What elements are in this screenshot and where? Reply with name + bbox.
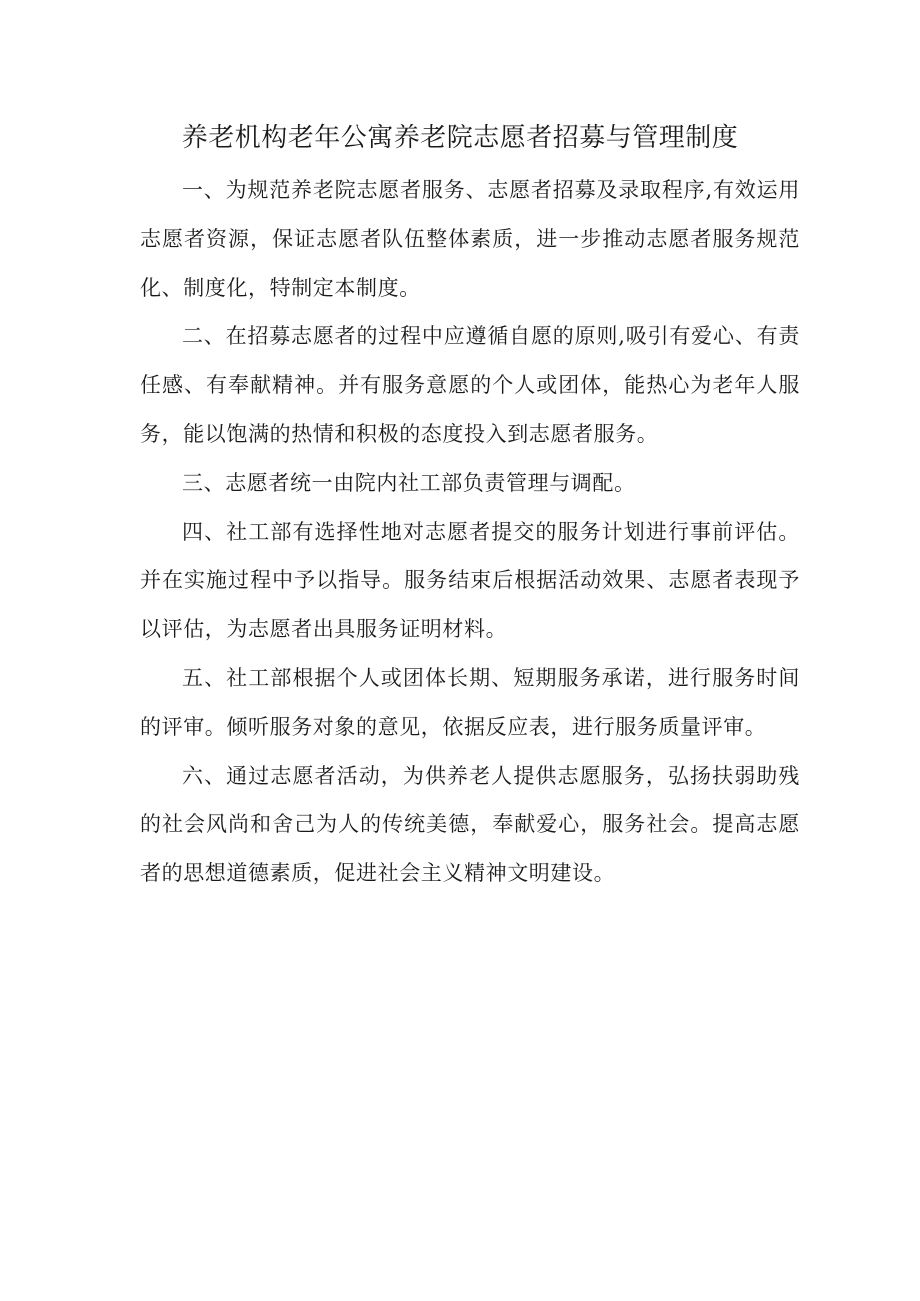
paragraph-5: 五、社工部根据个人或团体长期、短期服务承诺，进行服务时间的评审。倾听服务对象的意见，依据反应表，进行服务质量评审。 [140, 665, 800, 739]
paragraph-1: 一、为规范养老院志愿者服务、志愿者招募及录取程序,有效运用志愿者资源，保证志愿者队伍整体素质，进一步推动志愿者服务规范化、制度化，特制定本制度。 [140, 178, 800, 300]
paragraph-6: 六、通过志愿者活动，为供养老人提供志愿服务，弘扬扶弱助残的社会风尚和舍己为人的传统美德，奉献爱心，服务社会。提高志愿者的思想道德素质，促进社会主义精神文明建设。 [140, 763, 800, 886]
paragraph-4: 四、社工部有选择性地对志愿者提交的服务计划进行事前评估。并在实施过程中予以指导。服务结束后根据活动效果、志愿者表现予以评估，为志愿者出具服务证明材料。 [140, 519, 800, 642]
document-body [140, 166, 800, 898]
paragraph-3: 三、志愿者统一由院内社工部负责管理与调配。 [182, 470, 636, 495]
document-title: 养老机构老年公寓养老院志愿者招募与管理制度 [181, 123, 739, 153]
paragraph-2: 二、在招募志愿者的过程中应遵循自愿的原则,吸引有爱心、有责任感、有奉献精神。并有服务意愿的个人或团体，能热心为老年人服务，能以饱满的热情和积极的态度投入到志愿者服务。 [140, 324, 800, 446]
